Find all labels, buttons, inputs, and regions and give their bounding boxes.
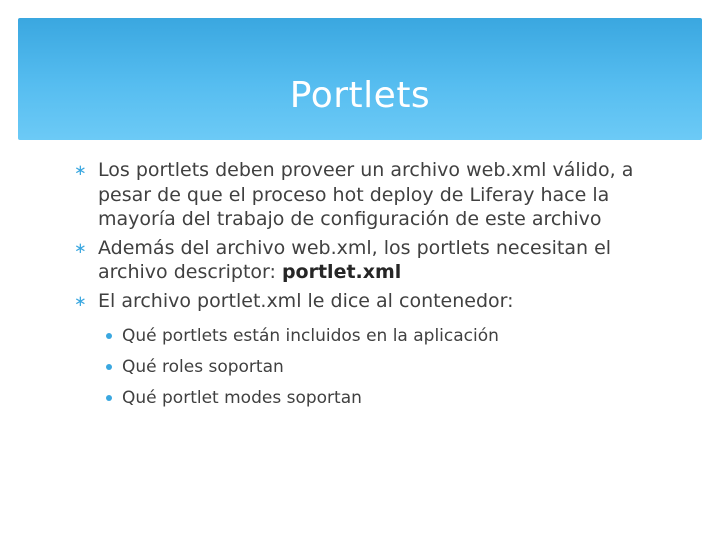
bullet-item [74, 158, 674, 232]
dot-bullet-icon [106, 395, 112, 401]
sub-bullet-text: Qué portlet modes soportan [122, 388, 362, 408]
title-banner [18, 18, 702, 140]
sub-bullet-item [106, 352, 674, 383]
bullet-text: Los portlets deben proveer un archivo web.xml válido, a pesar de que el proceso hot deploy de Liferay hace la mayoría del trabajo de configuración de este archivo [98, 159, 634, 230]
asterisk-bullet-icon: ∗ [74, 238, 87, 257]
sub-bullet-item [106, 383, 674, 414]
sub-bullet-text: Qué roles soportan [122, 357, 284, 377]
sub-bullet-text: Qué portlets están incluidos en la aplicación [122, 326, 499, 346]
sub-bullet-list [74, 321, 674, 414]
dot-bullet-icon [106, 364, 112, 370]
bullet-text: El archivo portlet.xml le dice al contenedor: [98, 289, 514, 312]
bullet-bold-text: portlet.xml [281, 261, 402, 283]
sub-bullet-item [106, 321, 674, 352]
slide-title: Portlets [289, 75, 431, 116]
bullet-item [74, 236, 674, 285]
bullet-item [74, 289, 674, 314]
asterisk-bullet-icon: ∗ [74, 291, 87, 310]
dot-bullet-icon [106, 333, 112, 339]
bullet-text: Además del archivo web.xml, los portlets necesitan el archivo descriptor: [98, 236, 612, 283]
asterisk-bullet-icon: ∗ [74, 161, 87, 179]
slide-content [74, 158, 674, 414]
